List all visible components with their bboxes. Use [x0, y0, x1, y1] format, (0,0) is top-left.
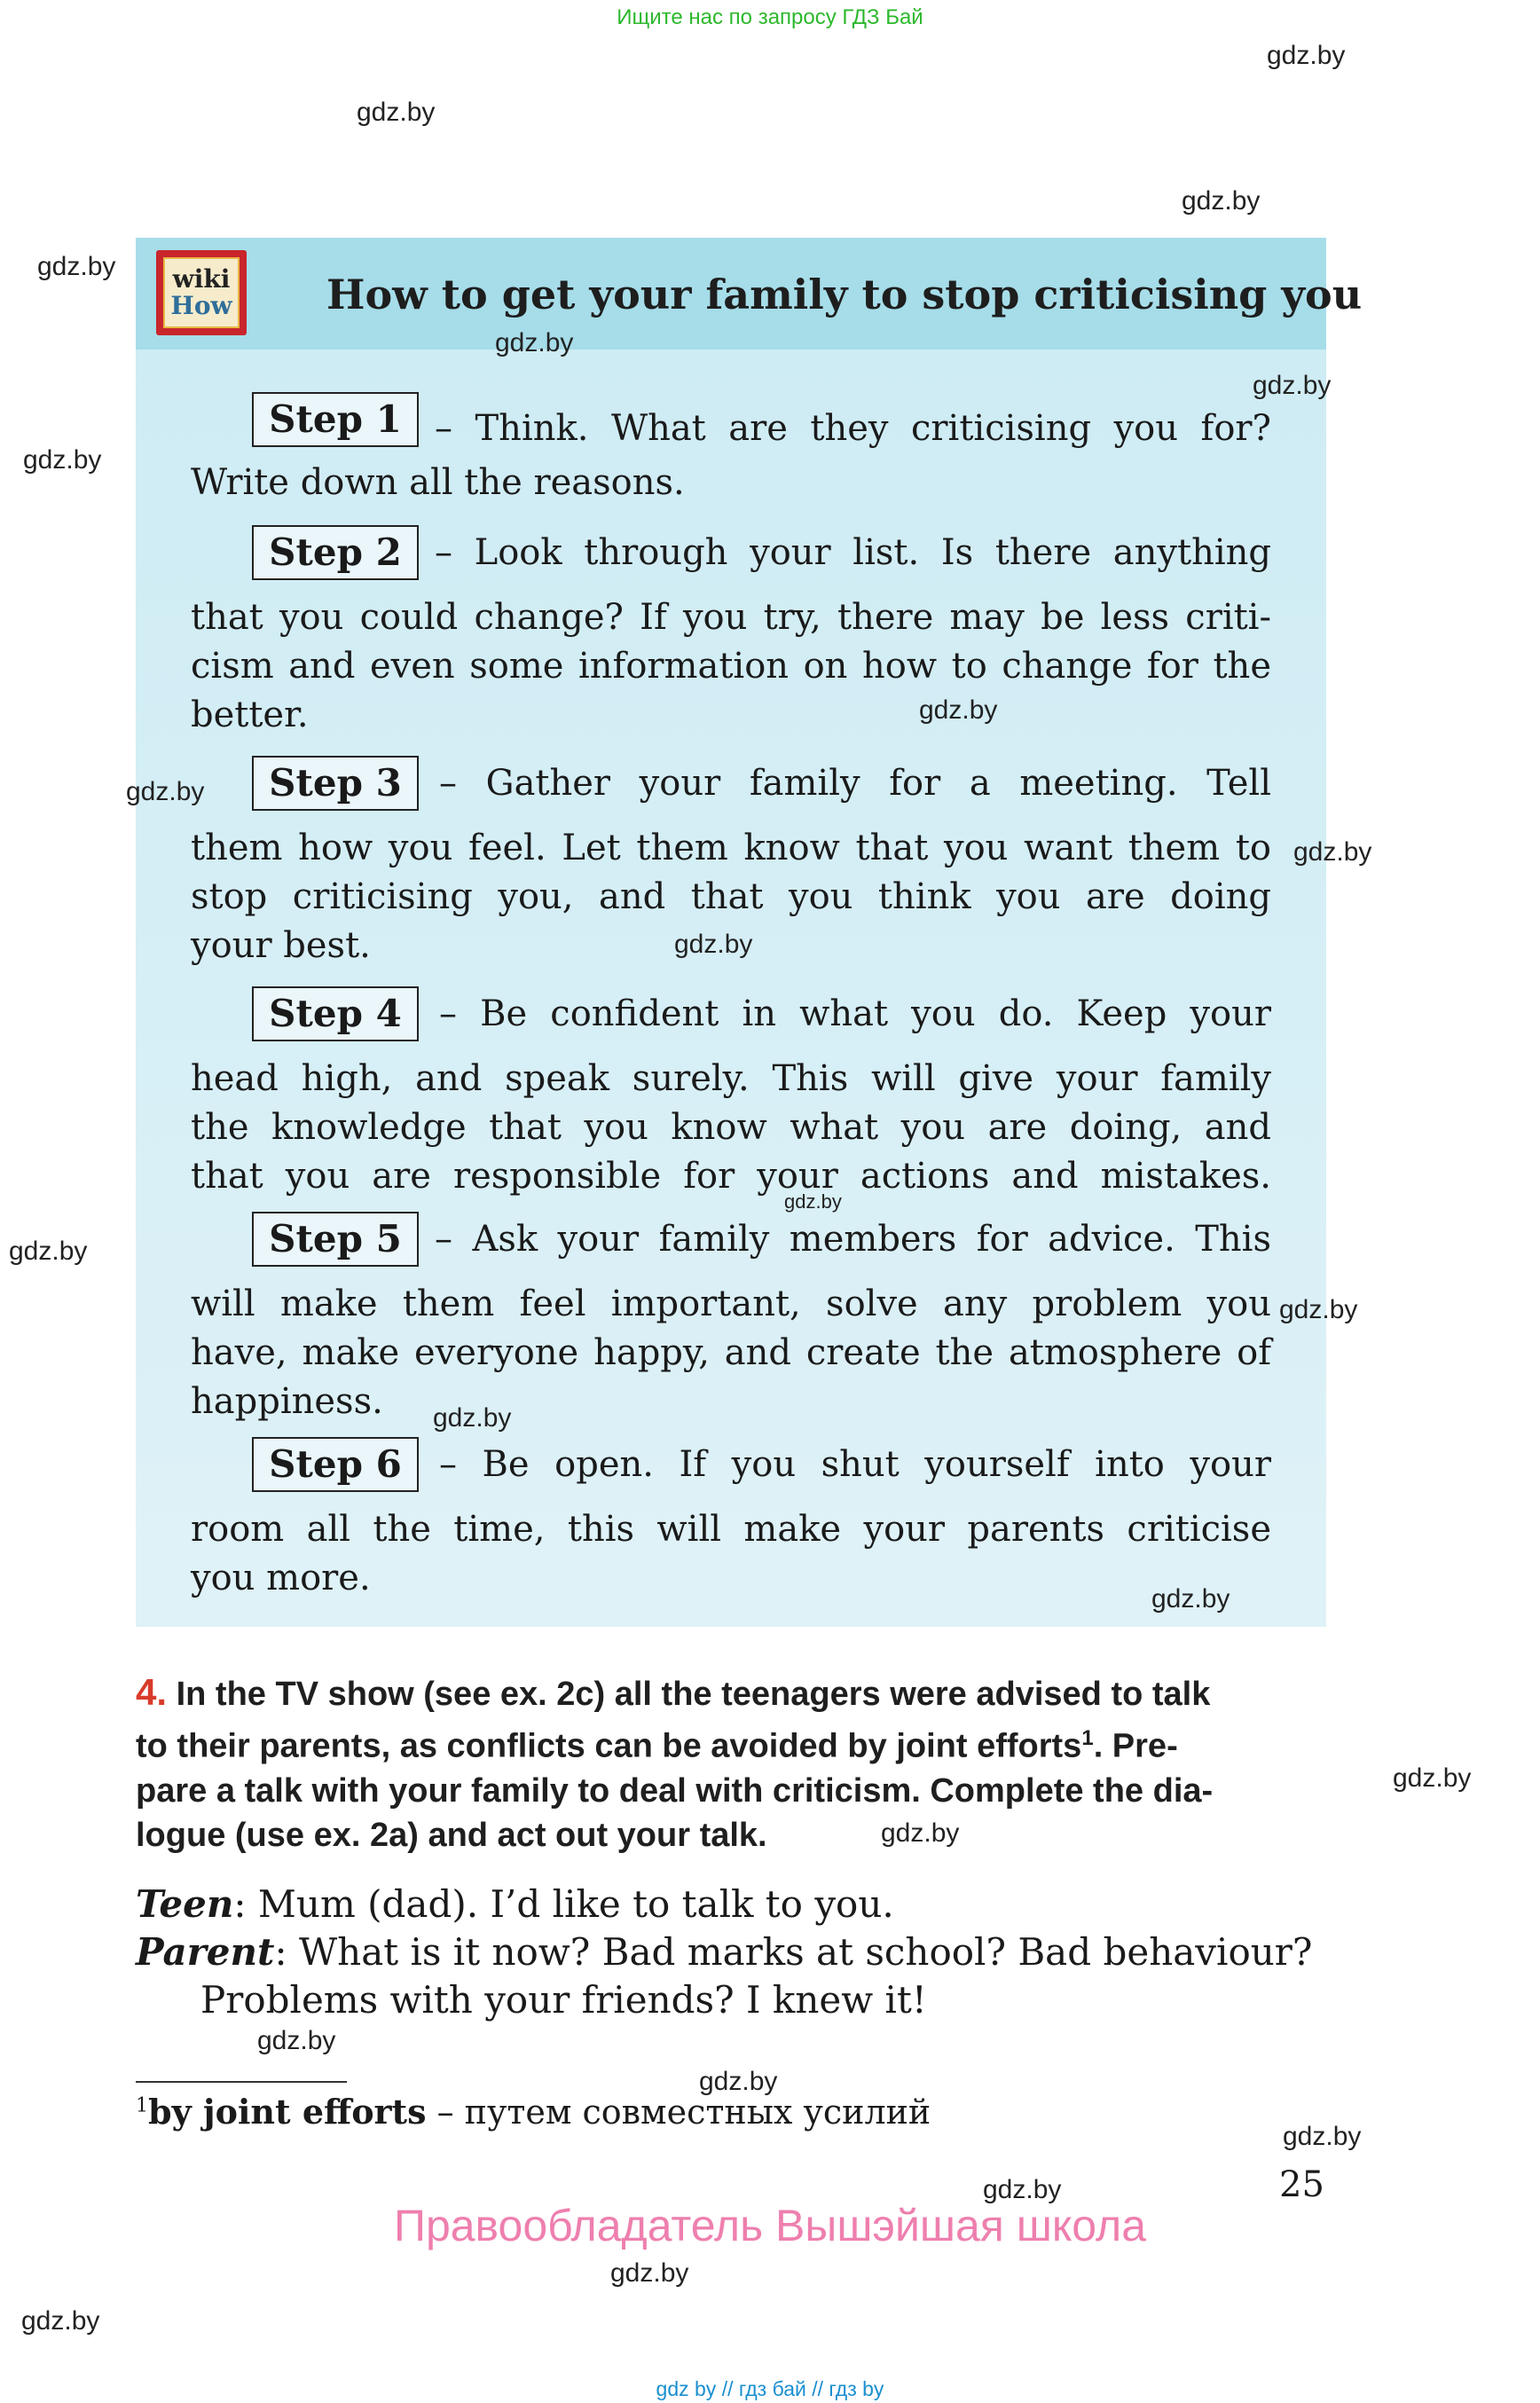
watermark: gdz.by [126, 777, 205, 806]
step-2-line: cism and even some information on how to change for the [191, 646, 1271, 687]
watermark: gdz.by [919, 695, 998, 725]
watermark: gdz.by [21, 2306, 100, 2336]
watermark: gdz.by [1151, 1584, 1230, 1614]
watermark: gdz.by [1182, 186, 1261, 216]
watermark: gdz.by [257, 2026, 336, 2055]
watermark: gdz.by [433, 1403, 512, 1433]
watermark: gdz.by [357, 98, 436, 127]
watermark: gdz.by [610, 2258, 689, 2288]
watermark: gdz.by [674, 930, 753, 959]
watermark: gdz.by [23, 445, 102, 475]
exercise-line: pare a talk with your family to deal with criticism. Complete the dia- [136, 1771, 1214, 1810]
watermark: gdz.by [983, 2175, 1062, 2204]
watermark: gdz.by [1279, 1295, 1358, 1324]
exercise-line: 4. In the TV show (see ex. 2c) all the teenagers were advised to talk [136, 1671, 1211, 1713]
watermark: gdz.by [881, 1818, 960, 1848]
step-5-line: have, make everyone happy, and create the atmosphere of [191, 1332, 1271, 1373]
step-5-line: happiness. [191, 1381, 383, 1422]
watermark: gdz.by [784, 1190, 842, 1213]
step-3-line: them how you feel. Let them know that you want them to [191, 828, 1271, 868]
step-3-line: your best. [191, 925, 371, 966]
step-3-first-line: – Gather your family for a meeting. Tell [439, 763, 1271, 804]
step-5-label: Step 5 [252, 1212, 419, 1267]
watermark: gdz.by [699, 2067, 778, 2096]
step-2-first-line: – Look through your list. Is there anything [435, 532, 1271, 573]
page-number: 25 [1279, 2164, 1324, 2205]
watermark: gdz.by [1253, 371, 1332, 400]
step-5-first-line: – Ask your family members for advice. This [435, 1219, 1271, 1260]
dialogue-line-parent: Parent: What is it now? Bad marks at school? Bad behaviour? [136, 1930, 1313, 1974]
exercise-line: to their parents, as conflicts can be avoided by joint efforts$^1$. Pre- [136, 1726, 1178, 1765]
step-4-line: head high, and speak surely. This will give your family [191, 1058, 1271, 1099]
dialogue-line-teen: Teen: Mum (dad). I’d like to talk to you. [136, 1882, 894, 1926]
step-4-label: Step 4 [252, 986, 419, 1041]
step-2-line: that you could change? If you try, there may be less criti- [191, 597, 1271, 638]
step-3-line: stop criticising you, and that you think you are doing [191, 876, 1271, 917]
step-4-line: that you are responsible for your actions and mistakes. [191, 1156, 1271, 1197]
wikihow-logo [156, 250, 247, 335]
rights-holder: Правообладатель Вышэйшая школа [394, 2201, 1146, 2250]
bottom-banner[interactable]: gdz by // гдз бай // гдз by [656, 2377, 884, 2400]
step-1-label: Step 1 [252, 392, 419, 447]
step-3-label: Step 3 [252, 756, 419, 811]
exercise-line: logue (use ex. 2a) and act out your talk. [136, 1816, 767, 1854]
step-2-line: better. [191, 695, 309, 735]
speaker: Parent [136, 1930, 275, 1974]
exercise-number: 4. [136, 1671, 168, 1713]
exercise-4 [136, 1670, 1324, 1857]
step-4-line: the knowledge that you know what you are doing, and [191, 1107, 1271, 1148]
watermark: gdz.by [1293, 837, 1372, 867]
watermark: gdz.by [1283, 2122, 1362, 2151]
step-6-line: room all the time, this will make your parents criticise [191, 1509, 1271, 1550]
watermark: gdz.by [37, 252, 116, 281]
step-6-line: you more. [191, 1558, 371, 1598]
step-6-label: Step 6 [252, 1437, 419, 1492]
step-2-label: Step 2 [252, 525, 419, 580]
footnote: $^1$by joint efforts – путем совместных усилий [136, 2092, 931, 2132]
footnote-divider [136, 2081, 347, 2083]
watermark: gdz.by [495, 328, 574, 357]
dialogue-line-parent-cont: Problems with your friends? I knew it! [200, 1978, 927, 2022]
step-1-first-line: – Think. What are they criticising you for? [435, 408, 1271, 449]
step-4-first-line: – Be confident in what you do. Keep your [439, 993, 1271, 1034]
step-1-line: Write down all the reasons. [191, 462, 685, 503]
watermark: gdz.by [1267, 41, 1346, 70]
footnote-ref: 1 [1081, 1726, 1094, 1750]
step-6-first-line: – Be open. If you shut yourself into your [439, 1444, 1271, 1485]
watermark: gdz.by [1393, 1763, 1472, 1793]
top-banner[interactable]: Ищите нас по запросу ГДЗ Бай [617, 5, 923, 29]
logo-word-wiki: wiki [172, 264, 231, 294]
speaker: Teen [136, 1882, 234, 1926]
footnote-term: by joint efforts [148, 2092, 427, 2132]
step-5-line: will make them feel important, solve any problem you [191, 1284, 1271, 1324]
panel-title: How to get your family to stop criticising you [326, 271, 1363, 318]
logo-word-how: How [170, 291, 232, 320]
watermark: gdz.by [9, 1237, 88, 1266]
